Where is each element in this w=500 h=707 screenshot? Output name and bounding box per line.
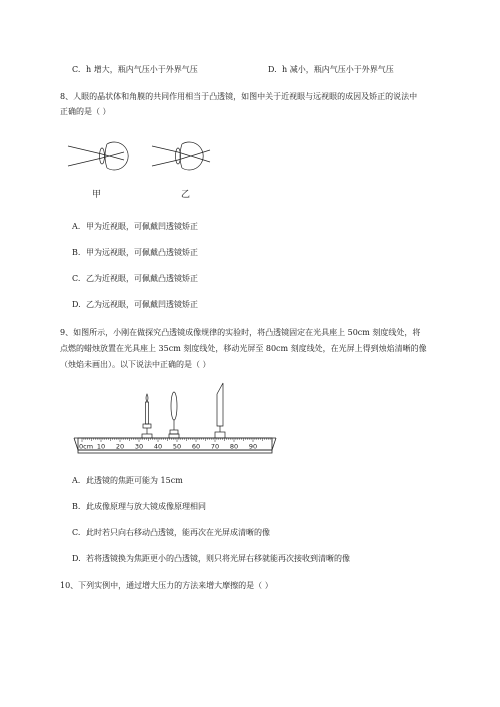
option-text: h 增大，瓶内气压小于外界气压 — [86, 65, 198, 74]
q8-stem-line2: 正确的是（ ） — [60, 107, 111, 116]
option-text: 此时若只向右移动凸透镜，能再次在光屏成清晰的像 — [86, 528, 270, 537]
candle — [142, 394, 152, 438]
eye-diagram-right — [152, 142, 210, 170]
option-text: 乙为近视眼，可佩戴凸透镜矫正 — [86, 274, 198, 283]
q9-stem-line3: （烛焰未画出）。以下说法中正确的是（ ） — [60, 360, 211, 369]
q9-stem-line2: 点燃的蜡烛放置在光具座上 35cm 刻度线处，移动光屏至 80cm 刻度线处，在光屏上得到烛焰清晰的像 — [60, 344, 427, 353]
scale-label: 90 — [248, 442, 258, 451]
option-letter: C. — [72, 274, 81, 283]
q9-option-c — [72, 527, 270, 538]
option-text: 此透镜的焦距可能为 15cm — [86, 476, 183, 485]
option-letter: C. — [72, 528, 81, 537]
scale-ticks — [82, 438, 272, 442]
scale-label: 70 — [210, 442, 220, 451]
eye-diagram-left — [68, 142, 128, 170]
option-letter: B. — [72, 502, 81, 511]
option-letter: B. — [72, 248, 81, 257]
scale-label: 30 — [134, 442, 144, 451]
q8-option-a — [72, 221, 198, 232]
q8-option-c — [72, 273, 198, 284]
scale-label: 60 — [191, 442, 201, 451]
scale-label: 10 — [96, 442, 106, 451]
option-letter: A. — [72, 222, 81, 231]
option-text: 若将透镜换为焦距更小的凸透镜，则只将光屏右移就能再次接收到清晰的像 — [86, 554, 350, 563]
q9-stem-line1: 9、如图所示，小刚在做探究凸透镜成像规律的实验时，将凸透镜固定在光具座上 50cm 刻度线处，将 — [60, 328, 421, 337]
q10-stem: 10、下列实例中，通过增大压力的方法来增大摩擦的是（ ） — [60, 581, 273, 590]
option-c-prev — [72, 64, 198, 75]
eye-diagram-figure — [60, 132, 230, 182]
q9-option-a — [72, 475, 183, 486]
scale-label: 40 — [153, 442, 163, 451]
option-letter: D. — [72, 554, 81, 563]
q8-option-b — [72, 247, 198, 258]
option-text: 乙为远视眼，可佩戴凹透镜矫正 — [86, 300, 198, 309]
option-text: 甲为远视眼，可佩戴凸透镜矫正 — [86, 248, 198, 257]
q8-stem-line1: 8、人眼的晶状体和角膜的共同作用相当于凸透镜，如图中关于近视眼与远视眼的成因及矫正的说法中 — [60, 92, 418, 101]
q9-option-b — [72, 501, 206, 512]
option-text: 此成像原理与放大镜成像原理相同 — [86, 502, 206, 511]
figure-label-right: 乙 — [181, 190, 191, 200]
option-text: 甲为近视眼，可佩戴凹透镜矫正 — [86, 222, 198, 231]
option-text: h 减小，瓶内气压小于外界气压 — [282, 65, 394, 74]
scale-label: 0cm — [79, 442, 94, 451]
light-screen — [215, 383, 225, 438]
q8-option-d — [72, 299, 198, 310]
option-letter: C. — [72, 65, 81, 74]
option-letter: D. — [268, 65, 277, 74]
scale-labels — [79, 443, 257, 451]
convex-lens — [169, 392, 179, 438]
scale-label: 50 — [172, 442, 182, 451]
figure-label-left: 甲 — [92, 190, 102, 200]
q9-option-d — [72, 553, 350, 564]
option-d-prev — [268, 64, 394, 75]
optical-bench-figure — [70, 378, 280, 460]
option-letter: D. — [72, 300, 81, 309]
scale-label: 20 — [115, 442, 125, 451]
option-letter: A. — [72, 476, 81, 485]
scale-label: 80 — [229, 442, 239, 451]
